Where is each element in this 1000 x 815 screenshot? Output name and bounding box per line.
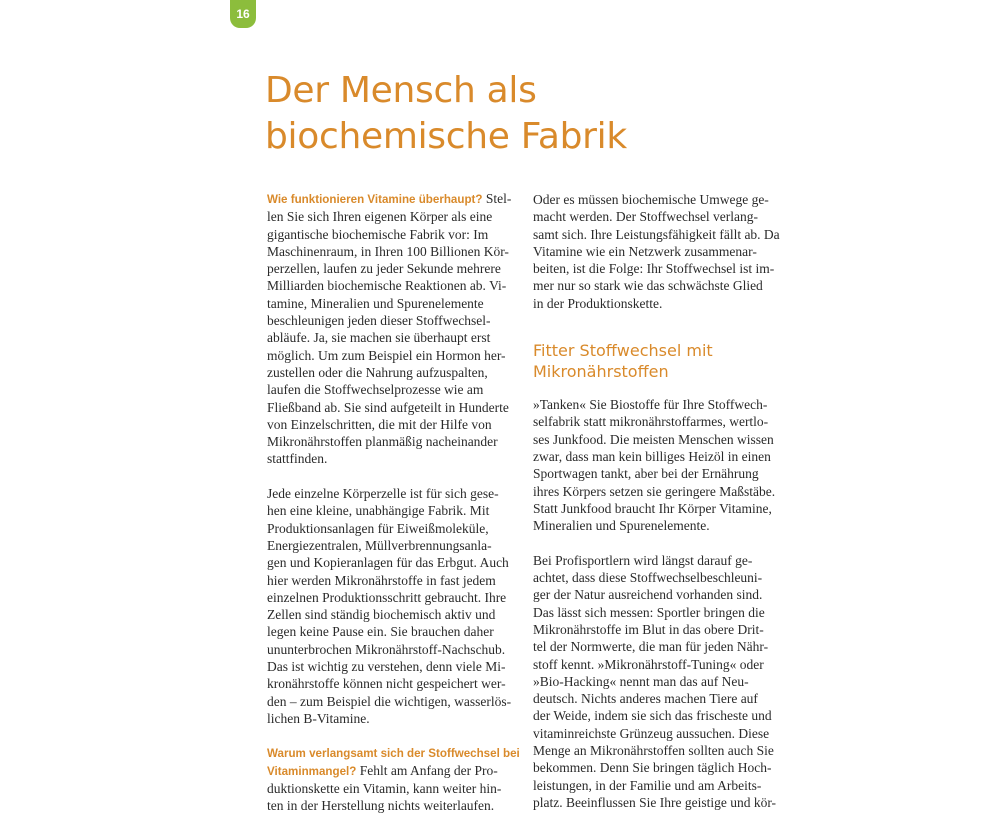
- text-line: gen und Kopieranlagen für das Erbgut. Auch: [267, 555, 509, 571]
- page-title: [265, 68, 627, 160]
- title-line-2: biochemische Fabrik: [265, 116, 627, 157]
- title-line-1: Der Mensch als: [265, 70, 537, 111]
- text-line: Menge an Mikronährstoffen sollten auch Sie: [533, 743, 774, 759]
- text-line: Bei Profisportlern wird längst darauf ge-: [533, 552, 753, 568]
- text-line: ununterbrochen Mikronährstoff-Nachschub.: [267, 641, 506, 657]
- text-line: ten in der Herstellung nichts weiterlaufen.: [267, 798, 495, 814]
- text-line: perzellen, laufen zu jeder Sekunde mehrere: [267, 261, 501, 277]
- text-line: ihres Körpers setzen sie geringere Maßstäbe.: [533, 483, 776, 499]
- text-line: in der Produktionskette.: [533, 295, 663, 311]
- text-line: den – zum Beispiel die wichtigen, wasserlös-: [267, 693, 512, 709]
- text-fragment: Stel-: [482, 191, 512, 206]
- lead-heading: Wie funktionieren Vitamine überhaupt?: [267, 193, 483, 206]
- text-line: Produktionsanlagen für Eiweißmoleküle,: [267, 520, 489, 536]
- paragraph-koerperzelle: [267, 485, 515, 727]
- paragraph-gap: [267, 727, 515, 744]
- text-line: zwar, dass man kein billiges Heizöl in einen: [533, 448, 771, 464]
- text-line: Sportwagen tankt, aber bei der Ernährung: [533, 466, 759, 482]
- text-line: hen eine kleine, unabhängige Fabrik. Mit: [267, 503, 490, 519]
- page-number: 16: [236, 7, 250, 21]
- text-line: len Sie sich Ihren eigenen Körper als eine: [267, 209, 493, 225]
- text-line: Maschinenraum, in Ihren 100 Billionen Kör-: [267, 243, 509, 259]
- text-line: leistungen, in der Familie und am Arbeits-: [533, 777, 762, 793]
- text-line: stoff kennt. »Mikronährstoff-Tuning« oder: [533, 656, 764, 672]
- text-line: Energiezentralen, Müllverbrennungsanla-: [267, 537, 492, 553]
- text-line: beiten, ist die Folge: Ihr Stoffwechsel ist im-: [533, 261, 775, 277]
- text-line: Mikronährstoffen planmäßig nacheinander: [267, 434, 498, 450]
- left-column: [267, 190, 520, 815]
- paragraph-tanken: [533, 396, 781, 534]
- text-line: Das lässt sich messen: Sportler bringen die: [533, 604, 765, 620]
- text-line: kronährstoffe können nicht gespeichert wer-: [267, 676, 506, 692]
- page-number-badge: [230, 0, 256, 28]
- text-line: Vitamine wie ein Netzwerk zusammenar-: [533, 243, 757, 259]
- text-line: lichen B-Vitamine.: [267, 710, 370, 726]
- text-line: deutsch. Nichts anderes machen Tiere auf: [533, 691, 758, 707]
- text-line: einzelnen Produktionsschritt gebraucht. Ihre: [267, 589, 507, 605]
- subheading-line-2: Mikronährstoffen: [533, 362, 669, 382]
- paragraph-vitaminmangel: [267, 745, 520, 815]
- right-column: [533, 191, 781, 811]
- text-line: tel der Normwerte, die man für jeden Nähr-: [533, 639, 769, 655]
- text-line: Mikronährstoffe im Blut in das obere Drit-: [533, 621, 764, 637]
- lead-heading: Vitaminmangel?: [267, 764, 357, 778]
- text-line: zustellen oder die Nahrung aufzuspalten,: [267, 364, 488, 380]
- text-fragment: Fehlt am Anfang der Pro-: [356, 762, 498, 778]
- text-line: [267, 762, 515, 780]
- text-line: Statt Junkfood braucht Ihr Körper Vitamine,: [533, 500, 772, 516]
- paragraph-gap: [267, 468, 515, 485]
- text-line: hier werden Mikronährstoffe in fast jedem: [267, 572, 496, 588]
- text-line: Milliarden biochemische Reaktionen ab. Vi-: [267, 278, 507, 294]
- lead-heading: Warum verlangsamt sich der Stoffwechsel bei: [267, 746, 520, 760]
- text-line: mer nur so stark wie das schwächste Glied: [533, 278, 763, 294]
- text-line: Jede einzelne Körperzelle ist für sich gese-: [267, 486, 499, 502]
- text-line: ses Junkfood. Die meisten Menschen wissen: [533, 431, 774, 447]
- text-line: bekommen. Denn Sie bringen täglich Hoch-: [533, 760, 772, 776]
- text-line: möglich. Um zum Beispiel ein Hormon her-: [267, 347, 506, 363]
- text-line: »Tanken« Sie Biostoffe für Ihre Stoffwech-: [533, 397, 768, 413]
- paragraph-vitamine-funktion: [267, 190, 515, 468]
- text-line: »Bio-Hacking« nennt man das auf Neu-: [533, 673, 749, 689]
- text-line: ger der Natur ausreichend vorhanden sind.: [533, 587, 763, 603]
- text-line: der Weide, indem sie sich das frischeste und: [533, 708, 772, 724]
- text-line: von Einzelschritten, die mit der Hilfe von: [267, 416, 492, 432]
- text-line: selfabrik statt mikronährstoffarmes, wertlo-: [533, 414, 769, 430]
- text-line: legen keine Pause ein. Sie brauchen daher: [267, 624, 494, 640]
- text-line: Oder es müssen biochemische Umwege ge-: [533, 192, 769, 207]
- text-line: abläufe. Ja, sie machen sie überhaupt erst: [267, 330, 491, 346]
- section-gap: [533, 312, 781, 340]
- text-line: macht werden. Der Stoffwechsel verlang-: [533, 209, 759, 225]
- text-line: Fließband ab. Sie sind aufgeteilt in Hunderte: [267, 399, 509, 415]
- paragraph-gap: [533, 534, 781, 551]
- paragraph-profisportler: [533, 552, 781, 811]
- text-line: Das ist wichtig zu verstehen, denn viele Mi-: [267, 659, 506, 675]
- text-line: duktionskette ein Vitamin, kann weiter hin-: [267, 781, 502, 797]
- text-line: stattfinden.: [267, 451, 328, 467]
- text-line: laufen die Stoffwechselprozesse wie am: [267, 382, 484, 398]
- text-line: achtet, dass diese Stoffwechselbeschleuni-: [533, 570, 763, 586]
- text-line: platz. Beeinflussen Sie Ihre geistige und kör-: [533, 794, 777, 810]
- text-line: vitaminreichste Grünzeug aussuchen. Diese: [533, 725, 770, 741]
- section-subheading: [533, 340, 781, 382]
- text-line: samt sich. Ihre Leistungsfähigkeit fällt ab. Da: [533, 226, 780, 242]
- paragraph-umwege: [533, 191, 781, 312]
- subheading-line-1: Fitter Stoffwechsel mit: [533, 341, 713, 361]
- text-line: tamine, Mineralien und Spurenelemente: [267, 295, 484, 311]
- text-line: Zellen sind ständig biochemisch aktiv und: [267, 607, 496, 623]
- text-line: Mineralien und Spurenelemente.: [533, 518, 710, 534]
- text-line: beschleunigen jeden dieser Stoffwechsel-: [267, 313, 491, 329]
- text-line: gigantische biochemische Fabrik vor: Im: [267, 226, 489, 242]
- text-line: [267, 190, 515, 208]
